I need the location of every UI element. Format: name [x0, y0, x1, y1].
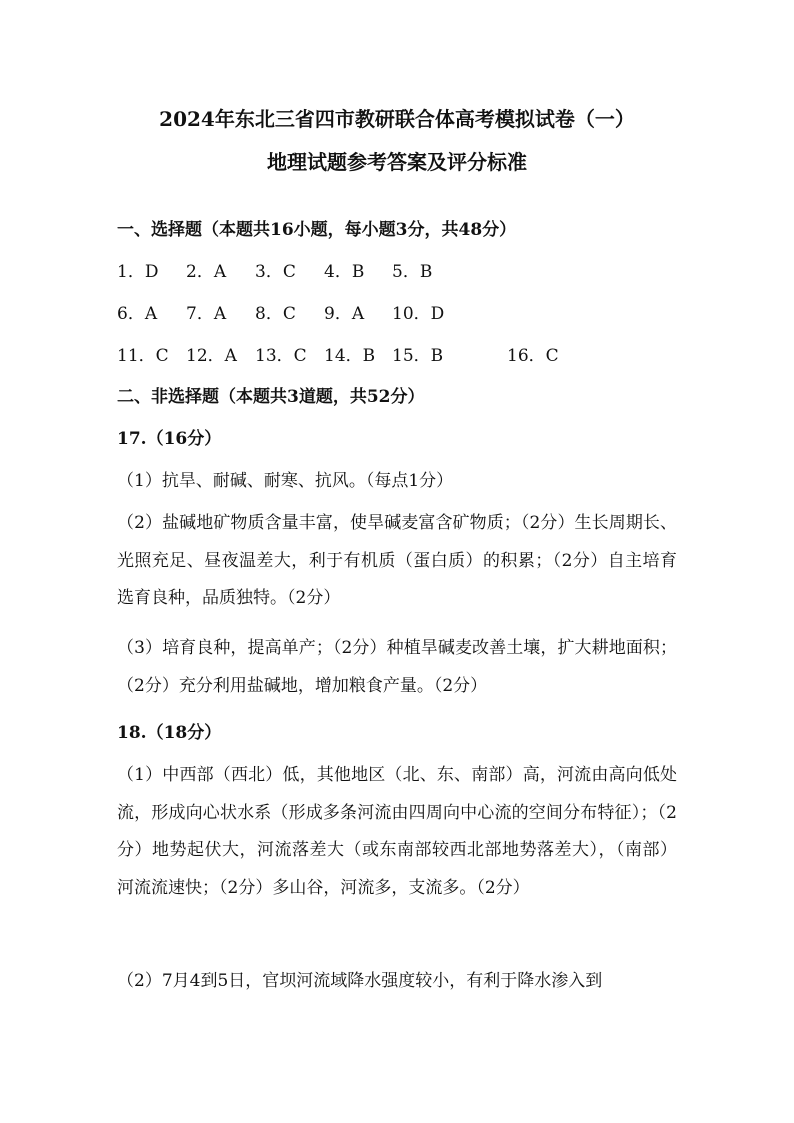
answer-item: 11．C — [117, 346, 169, 366]
q18-part2: （2）7月4到5日，官坝河流域降水强度较小，有利于降水渗入到 — [117, 971, 603, 991]
answer-item: 10．D — [392, 304, 445, 324]
answer-item: 8．C — [255, 304, 296, 324]
answer-item: 5．B — [392, 262, 433, 282]
q18-label: 18.（18分） — [117, 723, 222, 743]
answer-item: 2．A — [186, 262, 227, 282]
answer-item: 12．A — [186, 346, 237, 366]
answer-item: 4．B — [324, 262, 365, 282]
q17-part3: （3）培育良种，提高单产；（2分）种植旱碱麦改善土壤，扩大耕地面积；（2分）充分利用盐碱地，增加粮食产量。（2分） — [117, 638, 677, 696]
answer-item: 15．B — [392, 346, 444, 366]
q17-part1: （1）抗旱、耐碱、耐寒、抗风。（每点1分） — [117, 471, 454, 491]
q18-part1: （1）中西部（西北）低，其他地区（北、东、南部）高，河流由高向低处流，形成向心状水系（形成多条河流由四周向中心流的空间分布特征）；（2分）地势起伏大，河流落差大（或东南部较西北部地势落差大），（南部）河流流速快；（2分）多山谷，河流多，支流多。（2分） — [117, 765, 677, 898]
answer-item: 7．A — [186, 304, 227, 324]
section1-heading: 一、选择题（本题共16小题，每小题3分，共48分） — [117, 220, 517, 240]
answer-item: 1．D — [117, 262, 159, 282]
section2-heading: 二、非选择题（本题共3道题，共52分） — [117, 387, 425, 407]
answer-item: 3．C — [255, 262, 296, 282]
answer-item: 6．A — [117, 304, 158, 324]
q17-part2: （2）盐碱地矿物质含量丰富，使旱碱麦富含矿物质；（2分）生长周期长、光照充足、昼夜温差大，利于有机质（蛋白质）的积累；（2分）自主培育选育良种，品质独特。（2分） — [117, 513, 677, 608]
document-title: 2024年东北三省四市教研联合体高考模拟试卷（一） — [159, 107, 635, 131]
answer-item: 16．C — [507, 346, 559, 366]
answer-item: 9．A — [324, 304, 365, 324]
answer-item: 13．C — [255, 346, 307, 366]
document-subtitle: 地理试题参考答案及评分标准 — [267, 150, 527, 174]
answer-item: 14．B — [324, 346, 376, 366]
q17-label: 17.（16分） — [117, 429, 222, 449]
